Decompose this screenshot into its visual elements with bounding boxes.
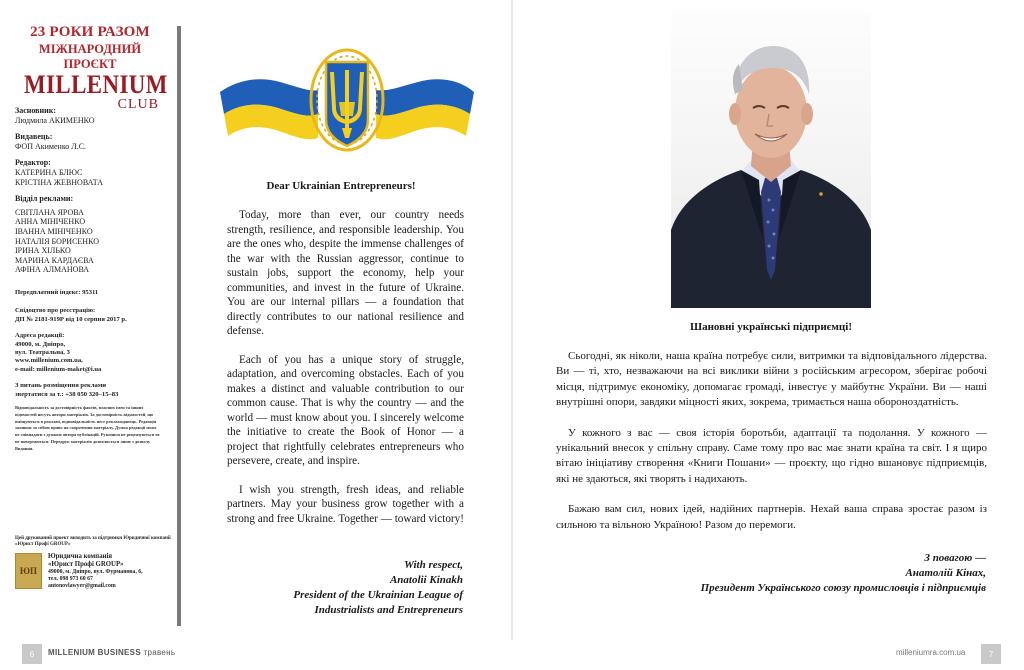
spread-gutter	[511, 0, 513, 640]
ukrainian-paragraph: Сьогодні, як ніколи, наша країна потребує сили, витримки та відповідального лідерства. Ви — ті, хто, незважаючи на всі виклики війни з російським агресором, зберігає робочі місця, підтримує економіку, допомагає громаді, інвестує у майбутнє України. Ви — наші внутрішні опори, завдяки міцності яких, зокрема, тримається наша обороноздатність.	[556, 350, 987, 409]
ukrainian-signature	[640, 551, 986, 596]
masthead-years: 23 РОКИ РАЗОМ	[30, 24, 150, 40]
ads-staff-name: ІРИНА ХІЛЬКО	[15, 246, 71, 256]
publisher: ФОП Акименко Л.С.	[15, 141, 87, 151]
legal-sponsor	[15, 536, 175, 590]
ads-staff-name: ІВАННА МІНІЧЕНКО	[15, 226, 93, 236]
address-label: Адреса редакції:	[15, 332, 65, 340]
ukrainian-title: Шановні українські підприємці!	[690, 321, 852, 333]
editor-list	[15, 168, 165, 187]
credits	[15, 106, 165, 453]
ukrainian-paragraph: Бажаю вам сил, нових ідей, надійних партнерів. Нехай ваша справа зростає разом із сильною та вільною Україною! Разом до перемоги.	[556, 503, 987, 531]
coat-of-arms-icon	[218, 42, 476, 160]
english-paragraph: Each of you has a unique story of struggle, adaptation, and overcoming obstacles. Each of you makes a distinct and valuable contribution to our common cause. That is why the country — and the world — must know about you. I sincerely welcome the initiative to create the Book of Honor — a project that rightfully celebrates entrepreneurs who persevere, create, and inspire.	[227, 353, 464, 467]
masthead	[15, 24, 168, 112]
ads-staff-name: АФІНА АЛМАНОВА	[15, 265, 90, 275]
ads-staff-name: СВІТЛАНА ЯРОВА	[15, 207, 84, 217]
english-paragraph: I wish you strength, fresh ideas, and reliable partners. May your business grow together with a strong and free Ukraine. Together — toward victory!	[227, 483, 464, 525]
disclaimer: Відповідальність за достовірність фактів, власних імен та інших відомостей несуть автори матеріалів. За достовірність відомостей, що вміщуються в рекламі, відповідальність несе рекламодавець. Редакція залишає за собою право на скорочення матеріалу. Думка редакції може не співпадати з думкою автора публікацій. Рукописи не рецензуються та не повертаються. Передрук матеріалів дозволяється лише з дозволу Видання.	[15, 404, 160, 451]
address-line: вул. Театральна, 3	[15, 348, 70, 356]
ads-staff-name: МАРИНА КАРДАЄВА	[15, 255, 94, 265]
legal-logo: ЮП	[15, 553, 42, 589]
ads-label: Відділ реклами:	[15, 194, 74, 204]
certificate: ДП № 2181-919Р від 10 серпня 2017 р.	[15, 315, 127, 323]
ukrainian-letter	[556, 349, 987, 548]
address-line: 49000, м. Дніпро,	[15, 340, 66, 348]
editor-name: КАТЕРИНА БЛЮС	[15, 167, 83, 177]
english-title: Dear Ukrainian Entrepreneurs!	[266, 180, 416, 192]
footer-brand	[48, 648, 175, 657]
english-sign-title: President of the Ukrainian League of	[293, 589, 463, 601]
ukrainian-sign-closing: З повагою —	[924, 552, 986, 564]
publisher-label: Видавець:	[15, 132, 53, 142]
english-paragraph: Today, more than ever, our country needs strength, resilience, and responsible leadership. You are the ones who, despite the immense challenges of the war with the Russian aggressor, continue to sustain jobs, support the economy, help your communities, and invest in the future of Ukraine. You are our internal pillars — a foundation that directly contributes to our national resilience and defense.	[227, 209, 464, 337]
ads-staff-name: НАТАЛІЯ БОРИСЕНКО	[15, 236, 99, 246]
legal-address: 49000, м. Дніпро, вул. Фурманова, 6,	[48, 568, 143, 575]
website: www.millenium.com.ua,	[15, 357, 83, 365]
certificate-label: Свідоцтво про реєстрацію:	[15, 307, 96, 315]
portrait-photo	[671, 10, 871, 308]
english-sign-closing: With respect,	[404, 559, 463, 571]
ukrainian-paragraph: У кожного з вас — своя історія боротьби, адаптації та подолання. У кожного — унікальний внесок у спільну справу. Саме тому про вас має знати країна та світ. І я щиро вітаю ініціативу створення «Книги Пошани» — проєкту, що гідно вшановує підприємців, які не здаються, які творять і надихають.	[556, 426, 987, 485]
legal-company-name: «Юрист Профі GROUP»	[48, 560, 124, 568]
footer-site: milleniumra.com.ua	[896, 648, 966, 657]
page-number-right: 7	[981, 644, 1001, 664]
editor-name: КРІСТІНА ЖЕВНОВАТА	[15, 177, 104, 187]
ads-contact-label: З питань розміщення реклами	[15, 382, 107, 390]
email: e-mail: millenium-maket@i.ua	[15, 365, 102, 373]
legal-phone: тел. 098 973 60 67	[48, 576, 93, 583]
ads-staff-list	[15, 208, 165, 275]
editor-label: Редактор:	[15, 158, 51, 168]
english-sign-name: Anatolii Kinakh	[389, 574, 463, 586]
english-signature	[240, 558, 463, 618]
founder: Людмила АКИМЕНКО	[15, 115, 95, 125]
ads-contact: звертатися за т.: +38 050 320–15–83	[15, 390, 119, 398]
ukrainian-sign-title: Президент Українського союзу промисловців і підприємців	[700, 582, 986, 594]
masthead-logo: MILLENIUM	[24, 70, 168, 99]
footer-brand-name: MILLENIUM BUSINESS	[48, 648, 141, 657]
column-divider	[177, 26, 181, 626]
english-sign-title: Industrialists and Entrepreneurs	[314, 604, 463, 616]
page-number-left: 6	[22, 644, 42, 664]
english-letter	[227, 208, 464, 540]
founder-label: Засновник:	[15, 106, 56, 115]
masthead-club: CLUB	[117, 97, 159, 112]
legal-email: antonovlawyer@gmail.com	[48, 583, 116, 590]
subscription-index: Передплатний індекс: 95311	[15, 288, 99, 296]
ads-staff-name: АННА МІНІЧЕНКО	[15, 217, 86, 227]
legal-company: Юридична компанія	[48, 552, 113, 560]
footer-issue: травень	[143, 648, 176, 657]
masthead-project: МІЖНАРОДНИЙ ПРОЄКТ	[38, 42, 142, 71]
ukrainian-sign-name: Анатолій Кінах,	[905, 567, 986, 579]
legal-note: Цей друкований проект виходить за підтримки Юридичної компанії «Юрист Профі GROUP»	[15, 536, 171, 548]
